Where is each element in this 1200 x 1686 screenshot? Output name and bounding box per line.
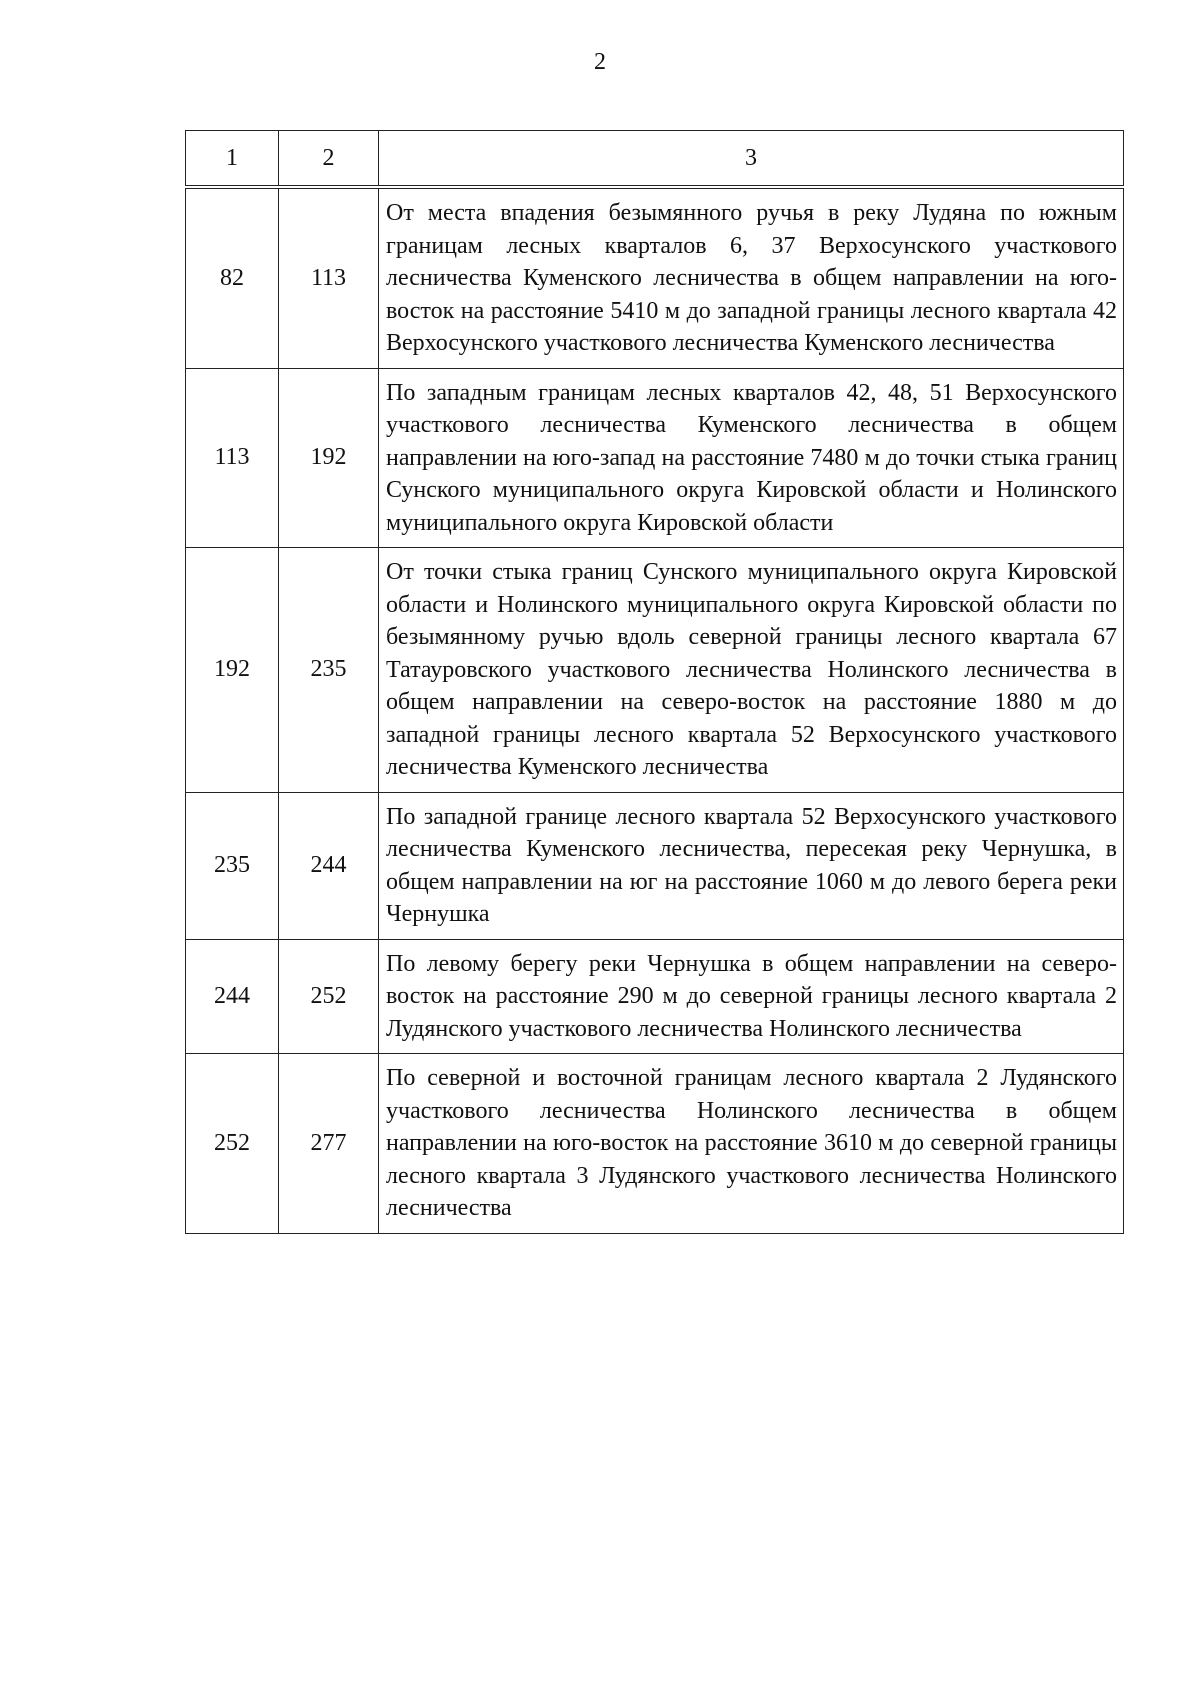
header-row bbox=[186, 131, 1124, 188]
point-to: 113 bbox=[279, 187, 379, 368]
segment-description: От места впадения безымянного ручья в реку Лудяна по южным границам лесных кварталов 6, 37 Верхосунского участкового лесничества Куменского лесничества в общем направлении на юго-восток на расстояние 5410 м до западной границы лесного квартала 42 Верхосунского участкового лесничества Куменского лесничества bbox=[379, 187, 1124, 368]
table-row bbox=[186, 187, 1124, 368]
point-from: 235 bbox=[186, 792, 279, 939]
point-to: 277 bbox=[279, 1054, 379, 1234]
table-row bbox=[186, 792, 1124, 939]
point-to: 192 bbox=[279, 368, 379, 548]
point-from: 82 bbox=[186, 187, 279, 368]
segment-description: По западной границе лесного квартала 52 Верхосунского участкового лесничества Куменского лесничества, пересекая реку Чернушка, в общем направлении на юг на расстояние 1060 м до левого берега реки Чернушка bbox=[379, 792, 1124, 939]
table-row bbox=[186, 939, 1124, 1054]
segment-description: По западным границам лесных кварталов 42, 48, 51 Верхосунского участкового лесничества Куменского лесничества в общем направлении на юго-запад на расстояние 7480 м до точки стыка границ Сунского муниципального округа Кировской области и Нолинского муниципального округа Кировской области bbox=[379, 368, 1124, 548]
segment-description: По северной и восточной границам лесного квартала 2 Лудянского участкового лесничества Нолинского лесничества в общем направлении на юго-восток на расстояние 3610 м до северной границы лесного квартала 3 Лудянского участкового лесничества Нолинского лесничества bbox=[379, 1054, 1124, 1234]
point-from: 113 bbox=[186, 368, 279, 548]
point-to: 252 bbox=[279, 939, 379, 1054]
boundary-table bbox=[185, 130, 1124, 1234]
point-from: 192 bbox=[186, 548, 279, 793]
segment-description: По левому берегу реки Чернушка в общем направлении на северо-восток на расстояние 290 м до северной границы лесного квартала 2 Лудянского участкового лесничества Нолинского лесничества bbox=[379, 939, 1124, 1054]
header-col-3: 3 bbox=[379, 131, 1124, 188]
point-to: 235 bbox=[279, 548, 379, 793]
point-from: 244 bbox=[186, 939, 279, 1054]
table-row bbox=[186, 1054, 1124, 1234]
header-col-2: 2 bbox=[279, 131, 379, 188]
segment-description: От точки стыка границ Сунского муниципального округа Кировской области и Нолинского муниципального округа Кировской области по безымянному ручью вдоль северной границы лесного квартала 67 Татауровского участкового лесничества Нолинского лесничества в общем направлении на северо-восток на расстояние 1880 м до западной границы лесного квартала 52 Верхосунского участкового лесничества Куменского лесничества bbox=[379, 548, 1124, 793]
header-col-1: 1 bbox=[186, 131, 279, 188]
table-body bbox=[186, 187, 1124, 1233]
table-row bbox=[186, 548, 1124, 793]
table-header bbox=[186, 131, 1124, 188]
point-to: 244 bbox=[279, 792, 379, 939]
table-row bbox=[186, 368, 1124, 548]
page-number: 2 bbox=[594, 49, 606, 75]
point-from: 252 bbox=[186, 1054, 279, 1234]
